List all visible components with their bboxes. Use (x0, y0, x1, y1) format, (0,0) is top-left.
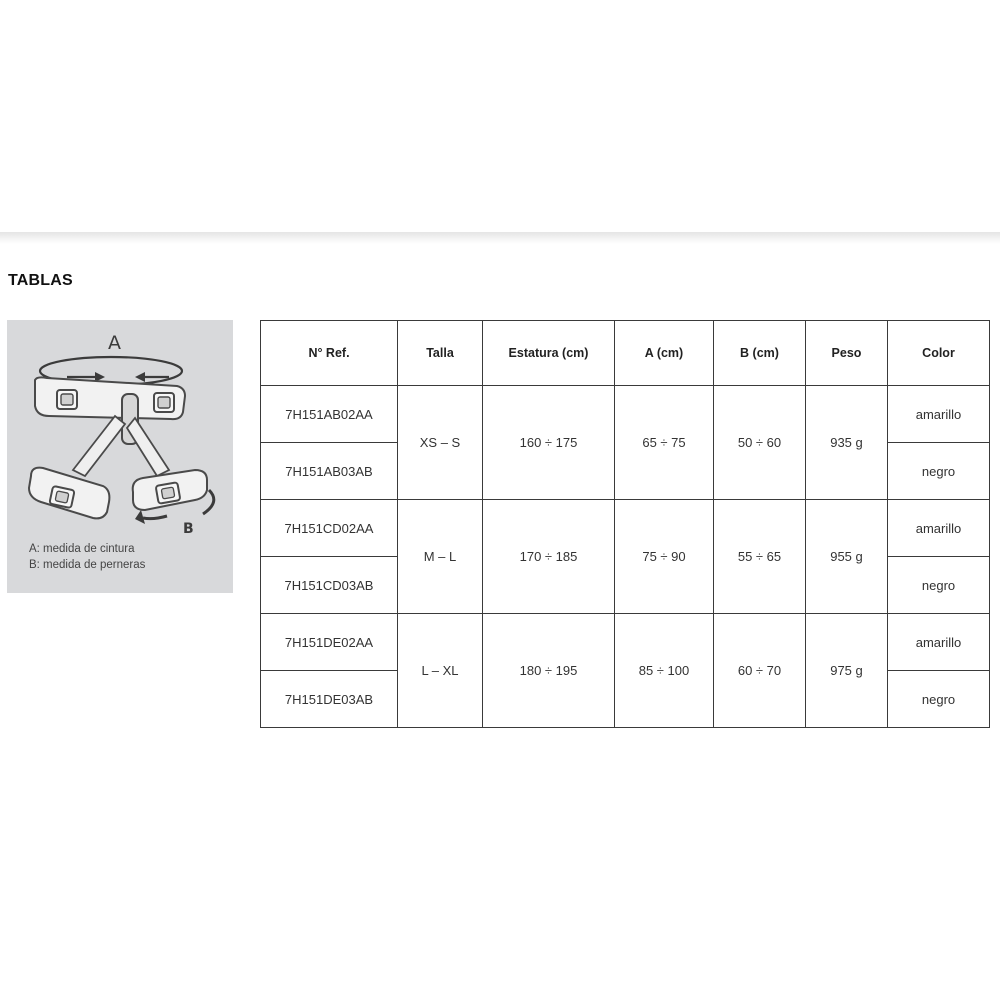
harness-figure (7, 320, 233, 593)
b-cell: 50 ÷ 60 (714, 386, 806, 500)
a-cell: 85 ÷ 100 (615, 614, 714, 728)
talla-cell: XS – S (398, 386, 483, 500)
estatura-cell: 170 ÷ 185 (483, 500, 615, 614)
header-a: A (cm) (615, 321, 714, 386)
header-ref: N° Ref. (261, 321, 398, 386)
talla-cell: M – L (398, 500, 483, 614)
table-header-row (261, 321, 990, 386)
estatura-cell: 180 ÷ 195 (483, 614, 615, 728)
a-cell: 75 ÷ 90 (615, 500, 714, 614)
legend-a: A: medida de cintura (29, 543, 135, 555)
table-row (261, 614, 990, 671)
ref-cell: 7H151CD03AB (261, 557, 398, 614)
ref-cell: 7H151DE02AA (261, 614, 398, 671)
section-title: TABLAS (8, 272, 73, 289)
color-cell: amarillo (888, 614, 990, 671)
table-row (261, 500, 990, 557)
peso-cell: 935 g (806, 386, 888, 500)
header-estatura: Estatura (cm) (483, 321, 615, 386)
header-shadow (0, 232, 1000, 244)
header-color: Color (888, 321, 990, 386)
size-table (260, 320, 990, 728)
color-cell: amarillo (888, 500, 990, 557)
ref-cell: 7H151AB02AA (261, 386, 398, 443)
b-cell: 55 ÷ 65 (714, 500, 806, 614)
ref-cell: 7H151DE03AB (261, 671, 398, 728)
ref-cell: 7H151CD02AA (261, 500, 398, 557)
label-a: A (108, 332, 121, 354)
header-talla: Talla (398, 321, 483, 386)
label-b: B (183, 521, 194, 537)
color-cell: negro (888, 443, 990, 500)
ref-cell: 7H151AB03AB (261, 443, 398, 500)
header-peso: Peso (806, 321, 888, 386)
header-b: B (cm) (714, 321, 806, 386)
a-cell: 65 ÷ 75 (615, 386, 714, 500)
peso-cell: 975 g (806, 614, 888, 728)
color-cell: negro (888, 671, 990, 728)
color-cell: amarillo (888, 386, 990, 443)
b-cell: 60 ÷ 70 (714, 614, 806, 728)
table-row (261, 386, 990, 443)
peso-cell: 955 g (806, 500, 888, 614)
talla-cell: L – XL (398, 614, 483, 728)
color-cell: negro (888, 557, 990, 614)
legend-b: B: medida de perneras (29, 559, 146, 571)
estatura-cell: 160 ÷ 175 (483, 386, 615, 500)
